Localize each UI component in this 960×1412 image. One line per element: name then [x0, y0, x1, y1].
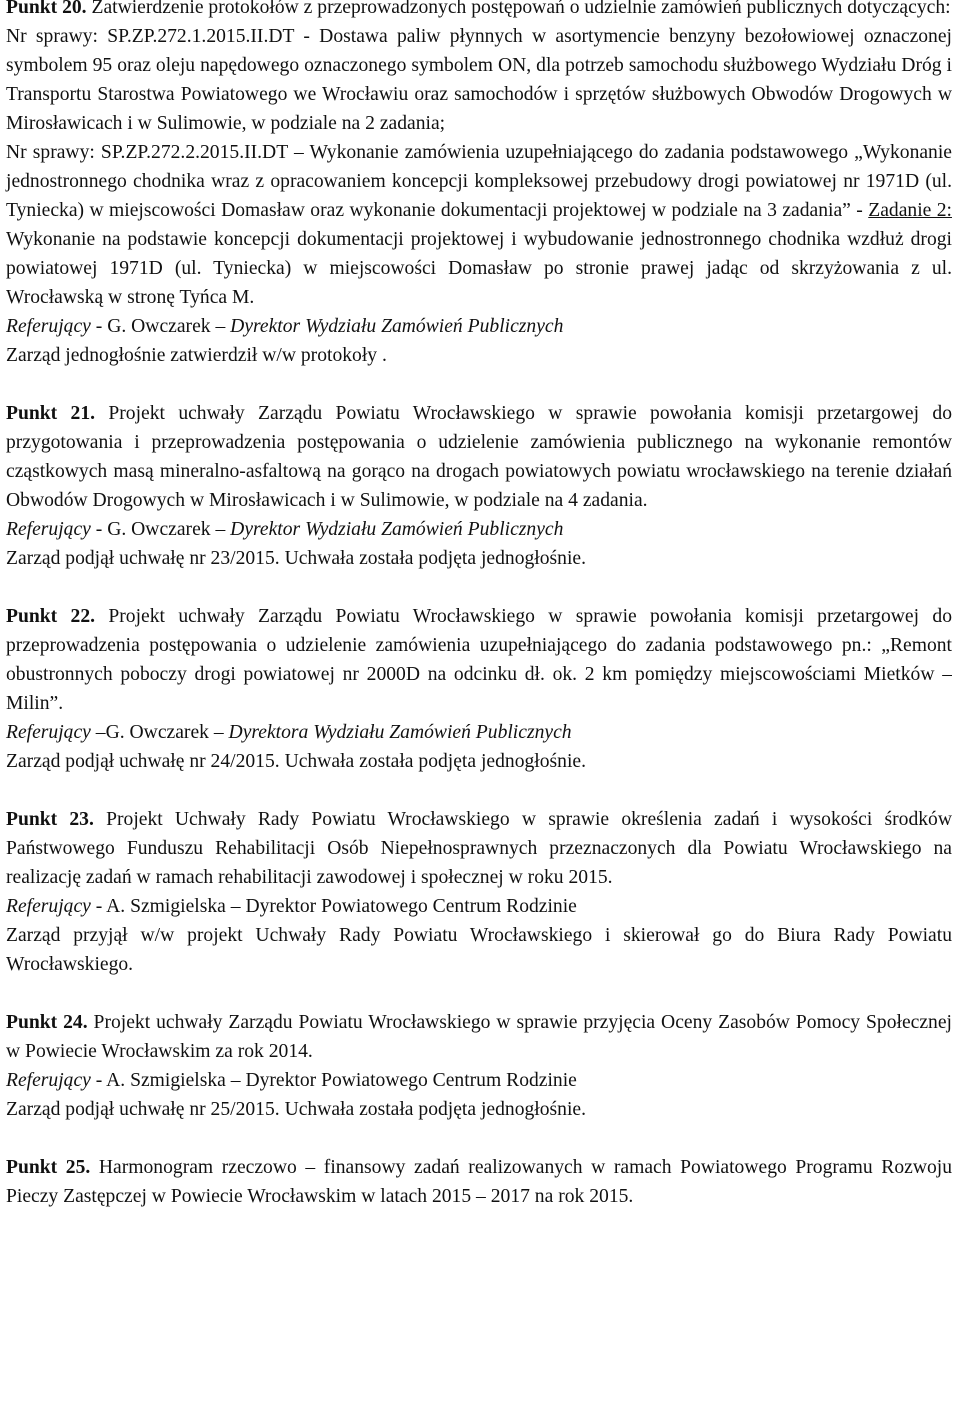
item-text: Projekt uchwały Zarządu Powiatu Wrocławskiego w sprawie przyjęcia Oceny Zasobów Pomocy Społecznej w Powiecie Wrocławskim za rok 2014. [6, 1012, 952, 1062]
decision-text: Zarząd podjął uchwałę nr 23/2015. Uchwała została podjęta jednogłośnie. [6, 548, 586, 569]
case-description-continued: Wykonanie na podstawie koncepcji dokumentacji projektowej i wybudowanie jednostronnego chodnika wzdłuż drogi powiatowej 1971D (ul. Tyniecka) w miejscowości Domasław po stronie prawej jadąc od skrzyżowania z ul. Wrocławską w stronę Tyńca M. [6, 229, 952, 308]
referent-label: Referujący [6, 722, 91, 743]
item-punkt-23 [6, 805, 952, 979]
task-label: Zadanie 2: [868, 200, 952, 221]
item-text: Projekt uchwały Zarządu Powiatu Wrocławskiego w sprawie powołania komisji przetargowej do przygotowania i przeprowadzenia postępowania o udzielenie zamówienia publicznego na wykonanie remontów cząstkowych masą mineralno-asfaltową na gorąco na drogach powiatowych powiatu wrocławskiego na terenie działań Obwodów Drogowych w Mirosławicach i w Sulimowie, w podziale na 4 zadania. [6, 403, 952, 511]
case-description: – Wykonanie zamówienia uzupełniającego do zadania podstawowego „Wykonanie jednostronnego chodnika wraz z opracowaniem koncepcji kompleksowej przebudowy drogi powiatowej nr 1971D (ul. Tyniecka) w miejscowości Domasław oraz wykonanie dokumentacji projektowej w podziale na 3 zadania” - [6, 142, 952, 221]
referent-person: - G. Owczarek [95, 316, 211, 337]
case-number: Nr sprawy: SP.ZP.272.1.2015.II.DT [6, 26, 295, 47]
decision-text: Zarząd podjął uchwałę nr 25/2015. Uchwała została podjęta jednogłośnie. [6, 1099, 586, 1120]
item-number: Punkt 24. [6, 1012, 88, 1033]
referent-label: Referujący [6, 316, 91, 337]
item-text: Projekt Uchwały Rady Powiatu Wrocławskiego w sprawie określenia zadań i wysokości środków Państwowego Funduszu Rehabilitacji Osób Niepełnosprawnych przeznaczonych dla Powiatu Wrocławskiego na realizację zadań w ramach rehabilitacji zawodowej i społecznej w roku 2015. [6, 809, 952, 888]
case-entry [6, 22, 952, 138]
item-number: Punkt 25. [6, 1157, 91, 1178]
item-punkt-20 [6, 0, 952, 370]
decision-text: Zarząd jednogłośnie zatwierdził w/w protokoły . [6, 345, 387, 366]
referent-role: – Dyrektor Powiatowego Centrum Rodzinie [230, 1070, 577, 1091]
referent-role: – Dyrektora Wydziału Zamówień Publicznych [213, 722, 572, 743]
case-number: Nr sprawy: SP.ZP.272.2.2015.II.DT [6, 142, 288, 163]
item-punkt-25 [6, 1153, 952, 1211]
referent-label: Referujący [6, 896, 91, 917]
item-punkt-22 [6, 602, 952, 776]
item-heading [6, 1008, 952, 1066]
referent-person: - A. Szmigielska [95, 1070, 226, 1091]
item-number: Punkt 23. [6, 809, 94, 830]
referent-label: Referujący [6, 1070, 91, 1091]
referent-role: – Dyrektor Wydziału Zamówień Publicznych [215, 316, 564, 337]
referent-role: – Dyrektor Wydziału Zamówień Publicznych [215, 519, 564, 540]
item-punkt-21 [6, 399, 952, 573]
item-punkt-24 [6, 1008, 952, 1124]
item-number: Punkt 20. [6, 0, 87, 18]
decision-text: Zarząd przyjął w/w projekt Uchwały Rady Powiatu Wrocławskiego i skierował go do Biura Rady Powiatu Wrocławskiego. [6, 925, 952, 975]
item-heading [6, 602, 952, 718]
referent-line [6, 312, 952, 341]
referent-line [6, 1066, 952, 1095]
item-number: Punkt 21. [6, 403, 96, 424]
item-number: Punkt 22. [6, 606, 96, 627]
item-heading [6, 399, 952, 515]
case-entry [6, 138, 952, 312]
decision-text: Zarząd podjął uchwałę nr 24/2015. Uchwała została podjęta jednogłośnie. [6, 751, 586, 772]
item-text: Zatwierdzenie protokołów z przeprowadzonych postępowań o udzielnie zamówień publicznych dotyczących: [91, 0, 951, 18]
referent-role: – Dyrektor Powiatowego Centrum Rodzinie [230, 896, 577, 917]
referent-label: Referujący [6, 519, 91, 540]
referent-person: - A. Szmigielska [95, 896, 226, 917]
item-heading [6, 1153, 952, 1211]
item-text: Harmonogram rzeczowo – finansowy zadań realizowanych w ramach Powiatowego Programu Rozwoju Pieczy Zastępczej w Powiecie Wrocławskim w latach 2015 – 2017 na rok 2015. [6, 1157, 952, 1207]
referent-line [6, 515, 952, 544]
referent-person: - G. Owczarek [95, 519, 211, 540]
item-text: Projekt uchwały Zarządu Powiatu Wrocławskiego w sprawie powołania komisji przetargowej do przeprowadzenia postępowania o udzielenie zamówienia uzupełniającego do zadania podstawowego pn.: „Remont obustronnych poboczy drogi powiatowej nr 2000D na odcinku dł. ok. 2 km pomiędzy miejscowościami Mietków – Milin”. [6, 606, 952, 714]
item-heading [6, 805, 952, 892]
item-heading [6, 0, 952, 22]
referent-person: –G. Owczarek [95, 722, 209, 743]
referent-line [6, 892, 952, 921]
referent-line [6, 718, 952, 747]
case-description: - Dostawa paliw płynnych w asortymencie benzyny bezołowiowej oznaczonej symbolem 95 oraz oleju napędowego oznaczonego symbolem ON, dla potrzeb samochodu służbowego Wydziału Dróg i Transportu Starostwa Powiatowego we Wrocławiu oraz samochodów i sprzętów służbowych Obwodów Drogowych w Mirosławicach i w Sulimowie, w podziale na 2 zadania; [6, 26, 952, 134]
